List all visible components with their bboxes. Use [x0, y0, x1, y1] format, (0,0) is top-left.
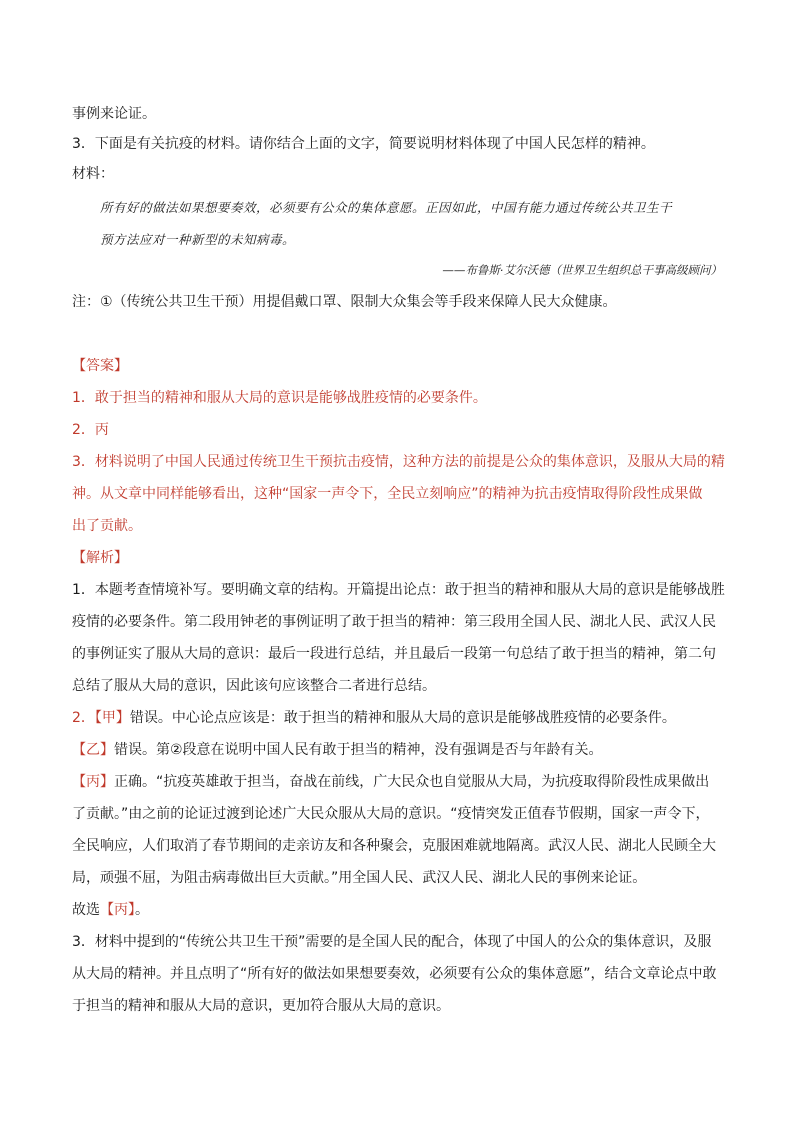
- option-yi-text: 错误。第②段意在说明中国人民有敢于担当的精神，没有强调是否与年龄有关。: [114, 742, 603, 758]
- material-label: 材料：: [72, 166, 114, 182]
- quote-line: 所有好的做法如果想要奏效，必须要有公众的集体意愿。正因如此，中国有能力通过传统公共卫生干: [100, 200, 673, 215]
- answer-3: [72, 446, 732, 542]
- analysis-3: [72, 926, 732, 1022]
- analysis-1: [72, 574, 732, 702]
- option-bing-line: 全民响应，人们取消了春节期间的走亲访友和各种聚会，克服困难就地隔离。武汉人民、湖北人民顾全大: [72, 838, 716, 854]
- analysis-1-line: 总结了服从大局的意识，因此该句应该整合二者进行总结。: [72, 678, 436, 694]
- choice-line: [72, 894, 732, 926]
- option-jia-text: 错误。中心论点应该是：敢于担当的精神和服从大局的意识是能够战胜疫情的必要条件。: [129, 710, 676, 726]
- answer-2: 2．丙: [72, 422, 109, 438]
- analysis-heading: 【解析】: [72, 550, 128, 566]
- option-jia-tag: 2．【甲】: [72, 710, 130, 726]
- answer-3-line: 出了贡献。: [72, 518, 142, 534]
- analysis-1-line: 1．本题考查情境补写。要明确文章的结构。开篇提出论点：敢于担当的精神和服从大局的意识是能够战胜: [72, 582, 725, 598]
- analysis-3-line: 于担当的精神和服从大局的意识，更加符合服从大局的意识。: [72, 998, 450, 1014]
- quote-source: ——布鲁斯·艾尔沃德（世界卫生组织总干事高级顾问）: [442, 263, 722, 277]
- analysis-1-line: 的事例证实了服从大局的意识：最后一段进行总结，并且最后一段第一句总结了敢于担当的精神，第二句: [72, 646, 716, 662]
- question-3: 3．下面是有关抗疫的材料。请你结合上面的文字，简要说明材料体现了中国人民怎样的精神。: [72, 136, 655, 152]
- note: 注：①（传统公共卫生干预）用提倡戴口罩、限制大众集会等手段来保障人民大众健康。: [72, 294, 617, 310]
- option-yi-tag: 【乙】: [72, 742, 114, 758]
- option-bing-tag: 【丙】: [72, 774, 114, 790]
- text-line: 事例来论证。: [72, 106, 156, 122]
- quote-line: 预方法应对一种新型的未知病毒。: [100, 232, 296, 247]
- choice-tag: 【丙】: [100, 902, 135, 918]
- analysis-bing: [72, 766, 732, 894]
- choice-prefix: 故选: [72, 902, 100, 918]
- analysis-3-line: 从大局的精神。并且点明了“所有好的做法如果想要奏效，必须要有公众的集体意愿”，结合文章论点中敢: [72, 966, 717, 982]
- answer-3-line: 3．材料说明了中国人民通过传统卫生干预抗击疫情，这种方法的前提是公众的集体意识，及服从大局的精: [72, 454, 725, 470]
- analysis-3-line: 3．材料中提到的“传统公共卫生干预”需要的是全国人民的配合，体现了中国人的公众的集体意识，及服: [72, 934, 712, 950]
- answer-heading: 【答案】: [72, 358, 128, 374]
- analysis-yi: [72, 734, 732, 766]
- choice-suffix: 。: [135, 902, 149, 918]
- option-bing-line: 了贡献。”由之前的论证过渡到论述广大民众服从大局的意识。“疫情突发正值春节假期，国家一声令下，: [72, 806, 710, 822]
- option-bing-line: 正确。“抗疫英雄敢于担当，奋战在前线，广大民众也自觉服从大局，为抗疫取得阶段性成果做出: [114, 774, 710, 790]
- option-bing-line: 局，顽强不屈，为阻击病毒做出巨大贡献。”用全国人民、武汉人民、湖北人民的事例来论证。: [72, 870, 647, 886]
- answer-3-line: 神。从文章中同样能够看出，这种“国家一声令下，全民立刻响应”的精神为抗击疫情取得阶段性成果做: [72, 486, 703, 502]
- analysis-1-line: 疫情的必要条件。第二段用钟老的事例证明了敢于担当的精神：第三段用全国人民、湖北人民、武汉人民: [72, 614, 716, 630]
- analysis-2: [72, 702, 732, 734]
- answer-1: 1．敢于担当的精神和服从大局的意识是能够战胜疫情的必要条件。: [72, 390, 487, 406]
